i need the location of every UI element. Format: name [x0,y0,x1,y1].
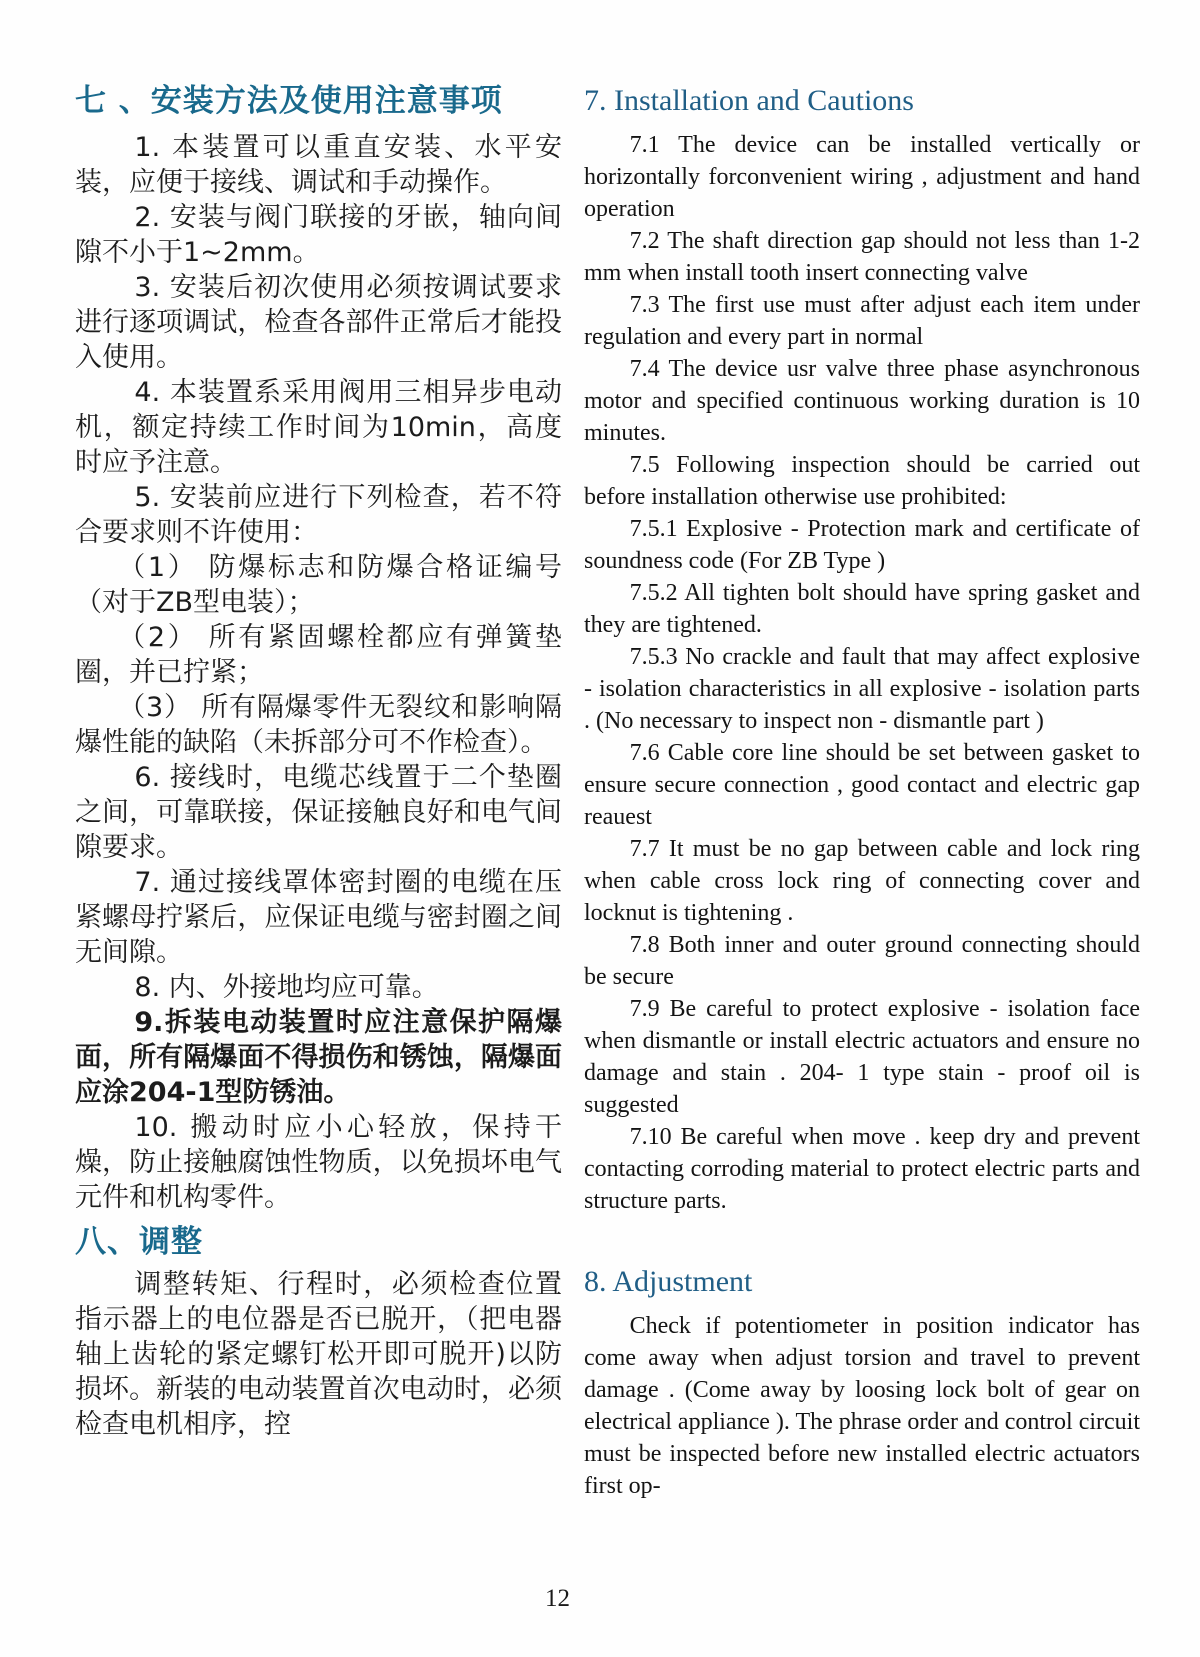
zh-paragraph-3: 3. 安装后初次使用必须按调试要求进行逐项调试，检查各部件正常后才能投入使用。 [75,272,562,373]
zh-paragraph-4: 4. 本装置系采用阀用三相异步电动机，额定持续工作时间为10min，高度时应予注意。 [75,377,562,478]
zh-paragraph-2: 2. 安装与阀门联接的牙嵌，轴向间隙不小于1~2mm。 [75,202,562,268]
en-paragraph-7-6: 7.6 Cable core line should be set between gasket to ensure secure connection , good contact and electric gap reauest [584,740,1140,830]
section-8-heading-zh: 八、调整 [75,1224,203,1260]
en-paragraph-7-8: 7.8 Both inner and outer ground connecting should be secure [584,932,1140,990]
zh-paragraph-6: 6. 接线时，电缆芯线置于二个垫圈之间，可靠联接，保证接触良好和电气间隙要求。 [75,762,562,863]
en-paragraph-7-4: 7.4 The device usr valve three phase asynchronous motor and specified continuous working duration is 10 minutes. [584,356,1140,446]
page-number: 12 [545,1585,570,1612]
en-paragraph-7-1: 7.1 The device can be installed vertically or horizontally forconvenient wiring , adjustment and hand operation [584,132,1140,222]
zh-subitem-2: （2） 所有紧固螺栓都应有弹簧垫圈，并已拧紧； [75,622,562,688]
en-paragraph-7-2: 7.2 The shaft direction gap should not less than 1-2 mm when install tooth insert connecting valve [584,228,1140,286]
zh-adjustment-paragraph: 调整转矩、行程时，必须检查位置指示器上的电位器是否已脱开，（把电器轴上齿轮的紧定螺钉松开即可脱开)以防损坏。新装的电动装置首次电动时，必须检查电机相序，控 [75,1269,562,1440]
en-paragraph-7-5: 7.5 Following inspection should be carried out before installation otherwise use prohibited: [584,452,1140,510]
en-paragraph-7-5-1: 7.5.1 Explosive - Protection mark and certificate of soundness code (For ZB Type ) [584,516,1140,574]
zh-subitem-3: （3） 所有隔爆零件无裂纹和影响隔爆性能的缺陷（未拆部分可不作检查）。 [75,692,562,758]
en-paragraph-7-3: 7.3 The first use must after adjust each item under regulation and every part in normal [584,292,1140,350]
zh-paragraph-10: 10. 搬动时应小心轻放，保持干燥，防止接触腐蚀性物质，以免损坏电气元件和机构零件。 [75,1112,562,1213]
zh-paragraph-5: 5. 安装前应进行下列检查，若不符合要求则不许使用： [75,482,562,548]
en-paragraph-7-5-2: 7.5.2 All tighten bolt should have spring gasket and they are tightened. [584,580,1140,638]
en-adjustment-paragraph: Check if potentiometer in position indicator has come away when adjust torsion and travel to prevent damage . (Come away by loosing lock bolt of gear on electrical appliance ). The phrase order and control circuit must be inspected before new installed electric actuators first op- [584,1313,1140,1499]
chinese-column [75,82,562,1502]
zh-subitem-1: （1） 防爆标志和防爆合格证编号（对于ZB型电装）； [75,552,562,618]
section-7-heading-zh: 七 、安装方法及使用注意事项 [75,83,503,119]
english-column [584,82,1140,1502]
en-paragraph-7-7: 7.7 It must be no gap between cable and lock ring when cable cross lock ring of connecting cover and locknut is tightening . [584,836,1140,926]
zh-paragraph-9: 9.拆装电动装置时应注意保护隔爆面，所有隔爆面不得损伤和锈蚀，隔爆面应涂204-1型防锈油。 [75,1007,562,1108]
en-paragraph-7-10: 7.10 Be careful when move . keep dry and prevent contacting corroding material to protect electric parts and structure parts. [584,1124,1140,1214]
section-8-heading-en: 8. Adjustment [584,1265,753,1298]
en-paragraph-7-5-3: 7.5.3 No crackle and fault that may affect explosive - isolation characteristics in all explosive - isolation parts . (No necessary to inspect non - dismantle part ) [584,644,1140,734]
section-7-heading-en: 7. Installation and Cautions [584,84,914,117]
en-paragraph-7-9: 7.9 Be careful to protect explosive - isolation face when dismantle or install electric actuators and ensure no damage and stain . 204- 1 type stain - proof oil is suggested [584,996,1140,1118]
zh-paragraph-8: 8. 内、外接地均应可靠。 [134,972,439,1003]
page-footer [0,1547,1200,1657]
zh-paragraph-1: 1. 本装置可以重直安装、水平安装，应便于接线、调试和手动操作。 [75,132,562,198]
zh-paragraph-7: 7. 通过接线罩体密封圈的电缆在压紧螺母拧紧后，应保证电缆与密封圈之间无间隙。 [75,867,562,968]
